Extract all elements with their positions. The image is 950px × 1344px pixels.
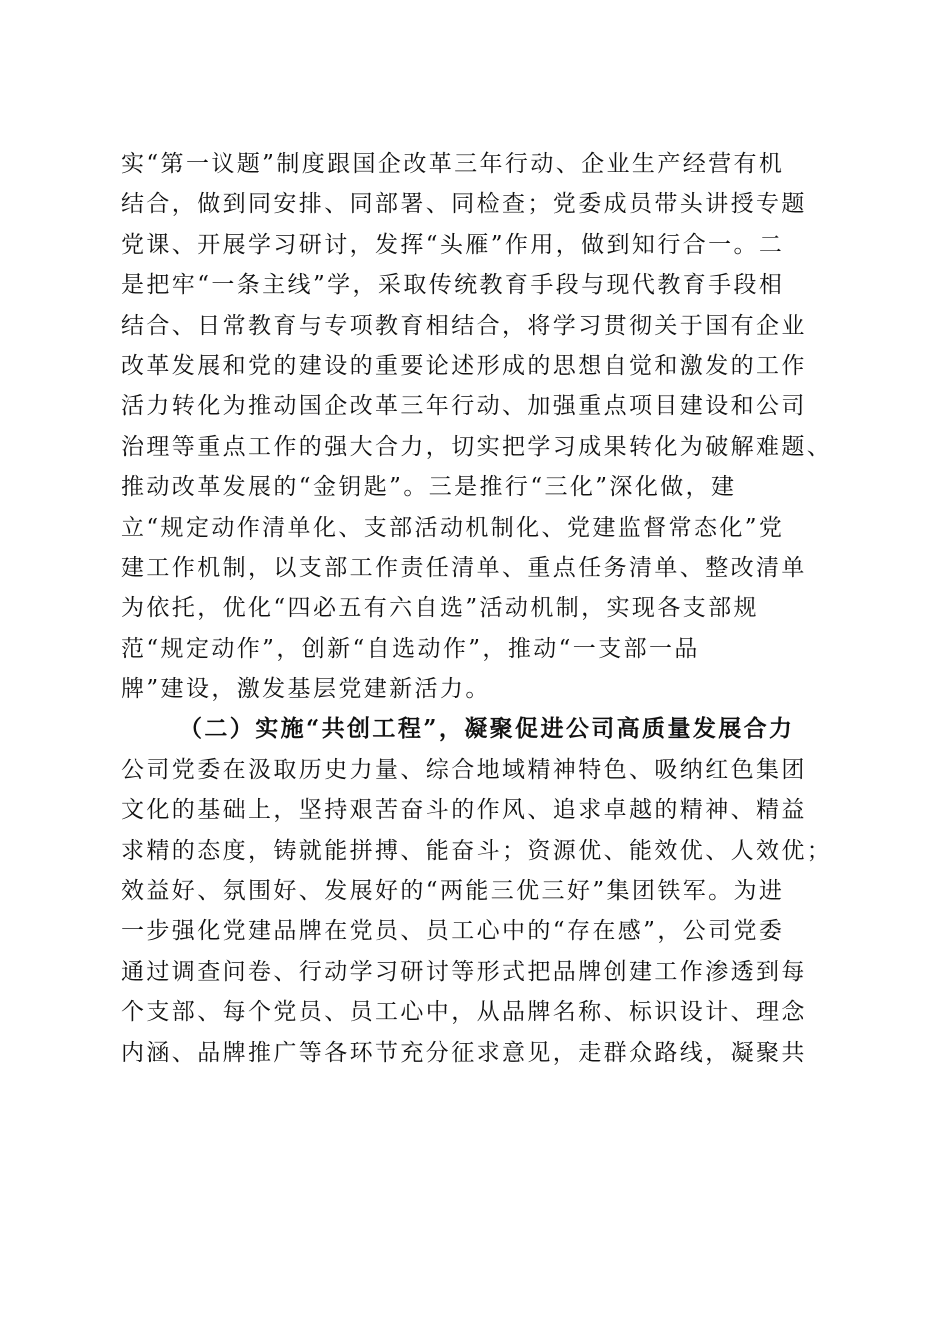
paragraph-1-line: 结合，做到同安排、同部署、同检查；党委成员带头讲授专题 <box>121 191 807 218</box>
paragraph-1-line: 建工作机制，以支部工作责任清单、重点任务清单、整改清单 <box>121 554 807 581</box>
paragraph-2-line: 一步强化党建品牌在党员、员工心中的“存在感”，公司党委 <box>121 918 785 945</box>
paragraph-2-line: 内涵、品牌推广等各环节充分征求意见，走群众路线，凝聚共 <box>121 1039 807 1066</box>
paragraph-1-line: 是把牢“一条主线”学，采取传统教育手段与现代教育手段相 <box>121 272 785 299</box>
paragraph-1-line: 推动改革发展的“金钥匙”。三是推行“三化”深化做，建 <box>121 474 737 501</box>
document-body <box>121 144 841 1073</box>
paragraph-1-line: 范“规定动作”，创新“自选动作”，推动“一支部一品 <box>121 635 700 662</box>
paragraph-1-line: 结合、日常教育与专项教育相结合，将学习贯彻关于国有企业 <box>121 312 807 339</box>
paragraph-1-line: 实“第一议题”制度跟国企改革三年行动、企业生产经营有机 <box>121 151 785 177</box>
paragraph-2-line: 效益好、氛围好、发展好的“两能三优三好”集团铁军。为进 <box>121 878 785 905</box>
paragraph-1-line: 改革发展和党的建设的重要论述形成的思想自觉和激发的工作 <box>121 352 807 379</box>
paragraph-2-line: 公司党委在汲取历史力量、综合地域精神特色、吸纳红色集团 <box>121 756 807 783</box>
paragraph-2-line: 文化的基础上，坚持艰苦奋斗的作风、追求卓越的精神、精益 <box>121 797 807 824</box>
paragraph-1-line: 治理等重点工作的强大合力，切实把学习成果转化为破解难题、 <box>121 433 833 460</box>
section-heading: （二）实施“共创工程”，凝聚促进公司高质量发展合力 <box>179 715 795 743</box>
paragraph-1-line: 党课、开展学习研讨，发挥“头雁”作用，做到知行合一。二 <box>121 231 785 258</box>
paragraph-1-line: 牌”建设，激发基层党建新活力。 <box>121 676 491 703</box>
paragraph-1-line: 为依托，优化“四必五有六自选”活动机制，实现各支部规 <box>121 595 759 622</box>
paragraph-2-line: 求精的态度，铸就能拼搏、能奋斗；资源优、能效优、人效优； <box>121 837 833 864</box>
paragraph-2-line: 个支部、每个党员、员工心中，从品牌名称、标识设计、理念 <box>121 999 807 1026</box>
paragraph-1-line: 立“规定动作清单化、支部活动机制化、党建监督常态化”党 <box>121 514 785 541</box>
paragraph-2-line: 通过调查问卷、行动学习研讨等形式把品牌创建工作渗透到每 <box>121 958 807 985</box>
paragraph-1-line: 活力转化为推动国企改革三年行动、加强重点项目建设和公司 <box>121 393 807 420</box>
